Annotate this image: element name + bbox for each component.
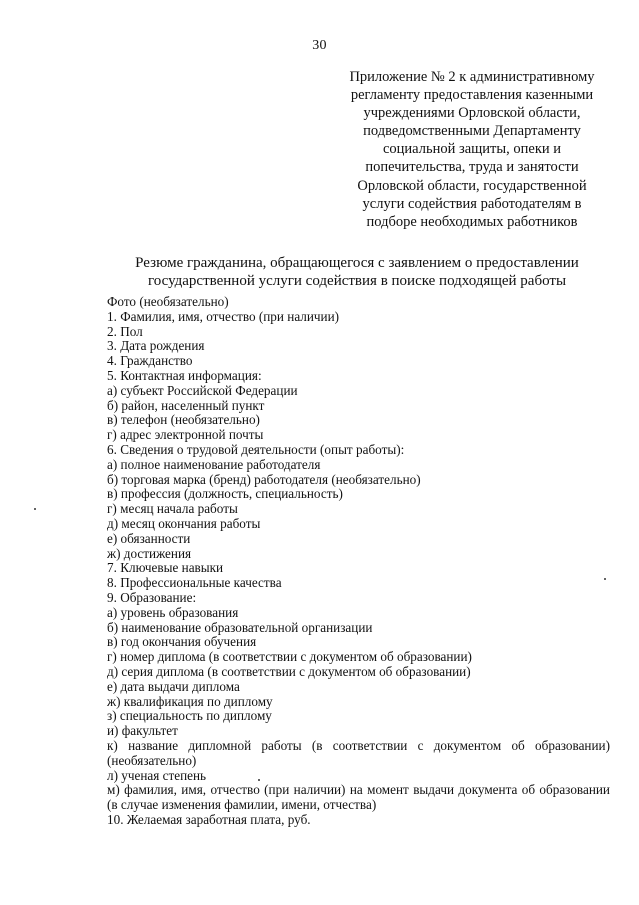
- appendix-line: учреждениями Орловской области,: [363, 105, 581, 122]
- list-item: б) район, населенный пункт: [107, 397, 265, 413]
- title-line: государственной услуги содействия в поиске подходящей работы: [147, 273, 567, 289]
- appendix-line: регламенту предоставления казенными: [350, 87, 594, 104]
- list-item: ж) достижения: [107, 545, 192, 561]
- appendix-line: подборе необходимых работников: [366, 213, 578, 230]
- appendix-header: [332, 68, 612, 231]
- list-item: 7. Ключевые навыки: [107, 560, 224, 576]
- list-item: 3. Дата рождения: [107, 338, 205, 354]
- list-item: 10. Желаемая заработная плата, руб.: [107, 811, 311, 827]
- scan-speck: [258, 779, 260, 781]
- list-item: а) субъект Российской Федерации: [107, 382, 298, 398]
- appendix-line: услуги содействия работодателям в: [362, 195, 582, 212]
- list-item: 1. Фамилия, имя, отчество (при наличии): [107, 308, 340, 324]
- list-item: г) адрес электронной почты: [107, 427, 264, 443]
- list-item: б) наименование образовательной организации: [107, 619, 373, 635]
- title-line: Резюме гражданина, обращающегося с заявлением о предоставлении: [135, 255, 579, 271]
- page-number: 30: [312, 38, 327, 53]
- list-item: д) месяц окончания работы: [107, 515, 261, 531]
- list-item: 8. Профессиональные качества: [107, 575, 282, 591]
- list-item: д) серия диплома (в соответствии с документом об образовании): [107, 663, 471, 679]
- list-item: ж) квалификация по диплому: [107, 693, 273, 709]
- resume-field-list: [107, 295, 610, 828]
- list-item: а) полное наименование работодателя: [107, 456, 321, 472]
- list-item: в) телефон (необязательно): [107, 412, 260, 428]
- appendix-line: социальной защиты, опеки и: [382, 141, 562, 158]
- list-item: 6. Сведения о трудовой деятельности (опыт работы):: [107, 441, 405, 457]
- scan-speck: [604, 578, 606, 580]
- list-item: з) специальность по диплому: [107, 708, 272, 724]
- list-item: и) факультет: [107, 723, 178, 739]
- appendix-line: попечительства, труда и занятости: [365, 159, 579, 176]
- list-item: 4. Гражданство: [107, 353, 193, 369]
- list-item: е) дата выдачи диплома: [107, 678, 240, 694]
- list-item: Фото (необязательно): [107, 294, 229, 309]
- list-item: л) ученая степень: [107, 767, 207, 783]
- list-item: в) профессия (должность, специальность): [107, 486, 343, 502]
- list-item: г) месяц начала работы: [107, 501, 238, 517]
- document-title: [96, 254, 618, 290]
- scan-speck: [34, 508, 36, 510]
- appendix-line: Орловской области, государственной: [357, 177, 587, 194]
- appendix-line: Приложение № 2 к административному: [349, 69, 595, 85]
- list-item: в) год окончания обучения: [107, 634, 257, 650]
- list-item: а) уровень образования: [107, 604, 239, 620]
- list-item: е) обязанности: [107, 530, 191, 546]
- list-item: м) фамилия, имя, отчество (при наличии) на момент выдачи документа об образовании (в случае изменения фамилии, имени, отчества): [107, 782, 610, 813]
- appendix-line: подведомственными Департаменту: [363, 123, 581, 140]
- list-item: к) название дипломной работы (в соответствии с документом об образовании) (необязательно): [107, 737, 610, 768]
- list-item: 5. Контактная информация:: [107, 367, 262, 383]
- list-item: б) торговая марка (бренд) работодателя (необязательно): [107, 471, 421, 487]
- list-item: 2. Пол: [107, 323, 143, 339]
- list-item: 9. Образование:: [107, 589, 197, 605]
- list-item: г) номер диплома (в соответствии с документом об образовании): [107, 649, 472, 665]
